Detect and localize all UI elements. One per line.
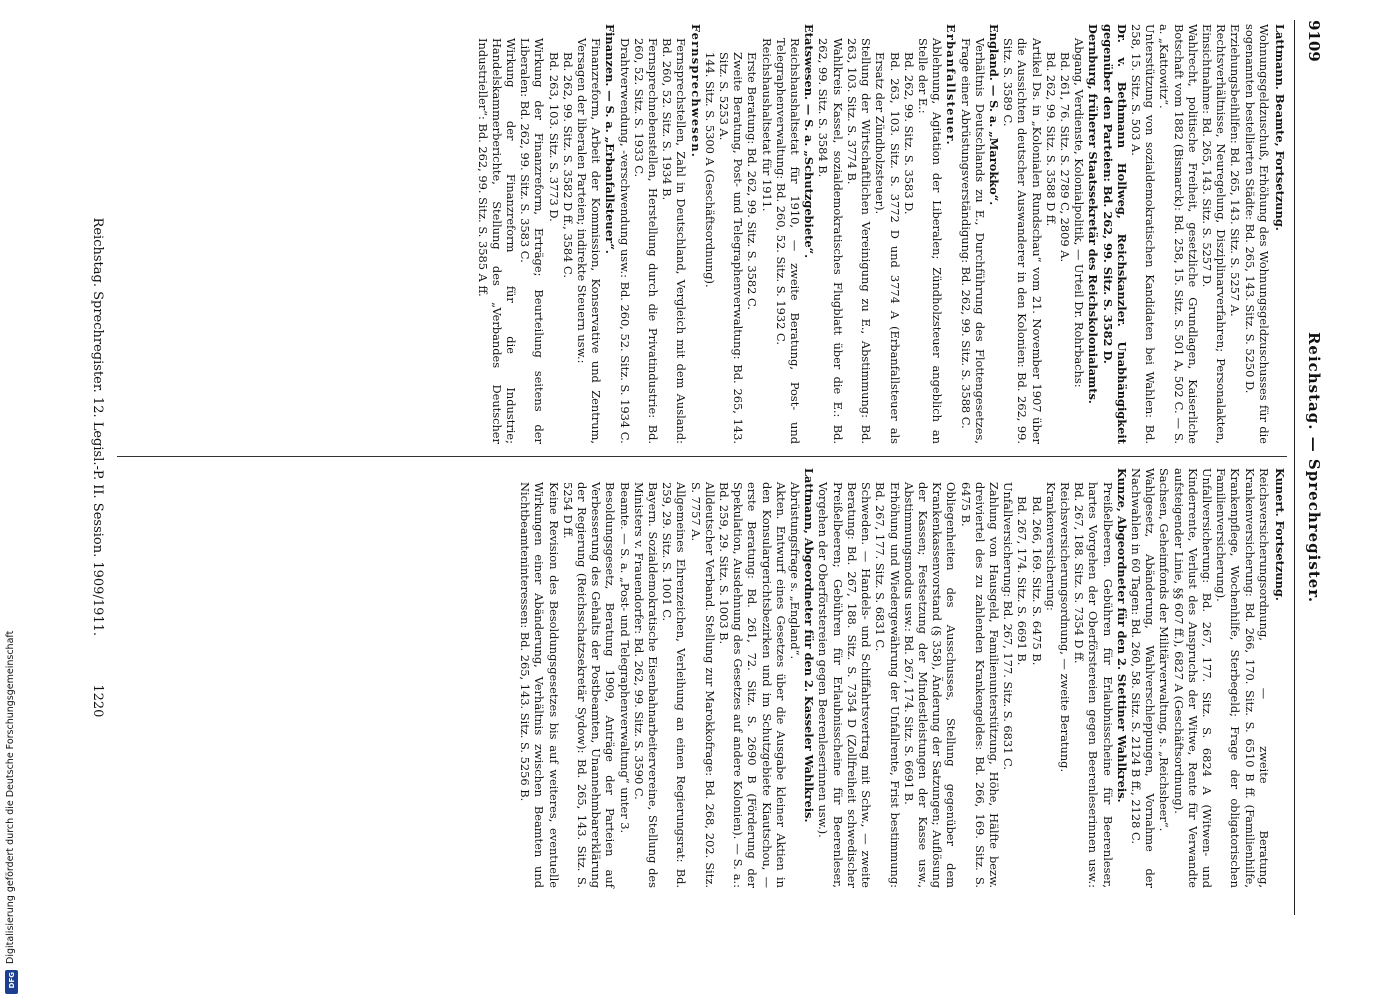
index-entry: Unfallversicherung: Bd. 267, 177. Sitz. S. 6831 C. [1001,482,1016,770]
index-entry: Schweden. — Handels- und Schiffahrtsvertrag mit Schw., — zweite Beratung: Bd. 267, 188. Sitz. S. 7354 D (Zollfreiheit schwedischer Preißelbeeren; Gebühren für Erlaubnisscheine für Beerenleser, Vorgehen der Oberförstereien gegen Beerenleserinnen usw.). [816,482,874,888]
index-entry: Obliegenheiten des Ausschusses, Stellung gegenüber dem Krankenkassenvorstand (§ 358), Änderung der Satzungen; Auflösung der Kassen; Festsetzung der Mindestleistungen der Kasse usw., Abstimmungsmodus usw.: Bd. 267, 174. Sitz. S. 6691 B. [901,482,959,888]
index-heading: Dr. v. Bethmann Hollweg, Reichskanzler. Unabhängigkeit gegenüber den Parteien: Bd. 262, 99. Sitz. S. 3582 D. [1100,24,1129,444]
index-entry: Krankenversicherung: [1043,482,1058,611]
index-entry: Allgemeines Ehrenzeichen, Verleihung an einen Regierungsrat: Bd. 259, 29. Sitz. S. 1001 C. [660,482,689,888]
index-entry: Fernsprechstellen, Zahl in Deutschland, Vergleich mit dem Ausland: Bd. 260, 52. Sitz. S. 1934 B. [660,38,689,444]
header-rule [1294,20,1295,915]
index-heading: Dernburg, früherer Staatssekretär des Reichskolonialamts. [1086,24,1101,404]
index-entry: Verhältnis Deutschlands zu E., Durchführung des Flottengesetzes, Frage einer Abrüstungsverständigung: Bd. 262, 99. Sitz. S. 3588 C. [958,38,987,444]
index-entry: Alldeutscher Verband. Stellung zur Marokkofrage: Bd. 268, 202. Sitz. S. 7757 A. [688,482,717,888]
index-entry: Preißelbeeren. Gebühren für Erlaubnisscheine für Beerenleser, hartes Vorgehen der Oberförstereien gegen Beerenleserinnen usw.: Bd. 267, 188. Sitz. S. 7354 D ff. [1072,482,1115,888]
index-heading: Kunze, Abgeordneter für den 2. Stettiner Wahlkreis. [1114,468,1129,803]
index-entry: Zahlung von Hausgeld, Familienunterstützung, Höhe, Hälfte bezw. dreiviertel des zu zahlenden Krankengeldes: Bd. 266, 169. Sitz. S. 6475 B. [958,482,1001,888]
index-entry: Fernsprechnebenstellen, Herstellung durch die Privatindustrie: Bd. 260, 52. Sitz. S. 1933 C. [631,38,661,444]
index-entry: Bayern. Sozialdemokratische Eisenbahnarbeitervereine, Stellung des Ministers v. Frauendorfer: Bd. 262, 99. Sitz. S. 3590 C. [631,482,661,888]
index-entry: Erziehungsbeihilfen: Bd. 265, 143. Sitz. S. 5257 A. [1228,24,1243,317]
index-entry: Bd. 261, 76. Sitz. S. 2789 C, 2809 A. [1057,52,1072,263]
index-entry: Besoldungsgesetz, Beratung 1909, Anträge der Parteien auf Verbesserung des Gehalts der Postbeamten, Unannehmbarerklärung der Regierung (Reichsschatzsekretär Sydow): Bd. 265, 143. Sitz. S. 5254 D ff. [560,482,618,888]
index-entry: Erste Beratung: Bd. 262, 99. Sitz. S. 3582 C. [745,52,760,310]
digitization-credit [2,604,20,994]
index-entry: Unterstützung von sozialdemokratischen Kandidaten bei Wahlen: Bd. 258, 15. Sitz. S. 503 A. [1128,24,1158,444]
index-heading: Etatswesen. — S. a. „Schutzgebiete“. [802,24,817,259]
scanned-page [66,0,1341,935]
index-entry: Akten. Entwurf eines Gesetzes über die Ausgabe kleiner Aktien in den Konsulargerichtsbezirken und im Schutzgebiete Kiautschou, — erste Beratung: Bd. 261, 72. Sitz. S. 2690 B (Förderung der Spekulation, Ausdehnung des Gesetzes auf andere Kolonien). — S. a.: Bd. 259, 29. Sitz. S. 1003 B. [717,482,788,888]
index-entry: Rechtsverhältnisse, Neuregelung, Disziplinarverfahren; Personalakten, Einsichtnahme: Bd. 265, 143. Sitz. S. 5257 D. [1199,24,1229,444]
index-entry: Zweite Beratung, Post- und Telegraphenverwaltung: Bd. 265, 143. Sitz. S. 5253 A. [717,52,746,444]
page-footer [90,20,105,915]
column-divider [117,456,1287,457]
index-entry: Erhöhung und Wiedergewährung der Unfallrente, Frist bestimmung: Bd. 267, 177. Sitz. S. 6831 C. [873,482,902,888]
index-entry: Keine Revision des Besoldungsgesetzes bis auf weiteres, eventuelle Wirkungen einer Abänderung, Verhältnis zwischen Beamten und Nichtbeamteninteressen: Bd. 265, 143. Sitz. S. 5256 B. [518,482,561,888]
index-entry: Bd. 262, 99. Sitz. S. 3582 D ff., 3584 C. [560,52,575,278]
footer-text: Reichstag. Sprechregister. 12. Legisl.-P. II. Session. 1909/1911. [90,217,105,637]
index-entry: Sachsen, Geheimfonds der Militärverwaltung, s. „Reichsheer“. [1157,468,1172,832]
index-entry: Artikel Ds. in „Kolonialen Rundschau“ vom 21. November 1907 über die Aussichten deutscher Auswanderer in den Kolonien: Bd. 262, 99. Sitz. S. 3589 C. [1001,38,1044,444]
index-entry: Unfallversicherung: Bd. 267, 177. Sitz. S. 6824 A (Witwen- und Kinderrente, Verlust des Anspruchs der Witwe, Rente für Verwandte aufsteigender Linie, §§ 607 ff.), 6827 A (Geschäftsordnung). [1171,468,1214,888]
credit-text: Digitalisierung gefördert durch die Deutsche Forschungsgemeinschaft [5,630,16,964]
continuation-heading: Lattmann. Beamte, Fortsetzung. [1273,24,1287,231]
right-column [518,468,1287,888]
index-entry: Bd. 266, 169. Sitz. S. 6475 B. [1029,496,1044,666]
index-entry: Ablehnung, Agitation der Liberalen; Zündholzsteuer angeblich an Stelle der E.: [915,38,945,444]
index-entry: Stellung der Wirtschaftlichen Vereinigung zu E., Abstimmung: Bd. 263, 103. Sitz. S. 3774 B. [844,38,874,444]
index-entry: Reichshaushaltsetat für 1910, — zweite Beratung, Post- und Telegraphenverwaltung: Bd. 260, 52. Sitz. S. 1932 C. [773,38,803,444]
index-entry: Bd. 262, 99. Sitz. S. 3588 D ff. [1043,52,1058,227]
index-entry: Reichsversicherungsordnung, — zweite Beratung. [1057,482,1072,773]
index-entry: Reichshaushaltsetat für 1911. [759,38,774,212]
index-entry: Reichsversicherungsordnung, — zweite Beratung, Krankenversicherung: Bd. 266, 170. Sitz. S. 6510 B ff. (Familienhilfe, Krankenpflege, Wochenhilfe, Sterbegeld; Frage der obligatorischen Familienversicherung). [1214,468,1271,888]
index-entry: Beamte. — S. a. „Post- und Telegraphenverwaltung“ unter 3. [617,482,632,834]
index-entry: Bd. 267, 174. Sitz. S. 6691 B. [1015,496,1030,666]
index-entry: Bd. 262, 99. Sitz. S. 3583 D. [901,52,916,215]
index-heading: England. — S. a. „Marokko“. [986,24,1001,206]
index-heading: Erbanfallsteuer. [944,24,959,146]
continuation-heading: Kunert. Fortsetzung. [1273,468,1287,601]
index-heading: Lattmann, Abgeordneter für den 2. Kasseler Wahlkreis. [802,468,817,823]
index-entry: Wahlrecht, politische Freiheit, gesetzliche Grundlagen, Kaiserliche Botschaft vom 1882 (Bismarck): Bd. 258, 15. Sitz. S. 501 A, 502 C. — S. a. „Kattowitz“. [1157,24,1200,444]
running-header [1299,20,1323,915]
index-entry: Abgang, Verdienste, Kolonialpolitik, — Urteil Dr. Rohrbachs: [1072,38,1087,388]
index-entry: Wahlkreis Kassel, sozialdemokratisches Flugblatt über die E.: Bd. 262, 99. Sitz. S. 3584 B. [816,38,845,444]
index-entry: Bd. 263, 103. Sitz. S. 3772 D und 3774 A (Erbanfallsteuer als Ersatz der Zündholzsteuer). [873,52,902,444]
index-entry: Wohnungsgeldzuschuß, Erhöhung des Wohnungsgeldzuschusses für die sogenannten bestellierten Städte: Bd. 265, 143. Sitz. S. 5250 D. [1242,24,1271,444]
page-number-left: 9109 [1305,20,1323,62]
index-heading: Fernsprechwesen. [688,24,703,158]
index-entry: Wirkung der Finanzreform, Erträge; Beurteilung seitens der Liberalen: Bd. 262, 99. Sitz. S. 3583 C. [518,38,547,444]
index-entry: Wirkung der Finanzreform für die Industrie; Handelskammerberichte, Stellung des „Verbandes Deutscher Industrieller“: Bd. 262, 99. Sitz. S. 3585 A ff. [475,38,519,444]
index-entry: 144. Sitz. S. 5300 A (Geschäftsordnung). [702,52,717,288]
index-entry: Finanzreform, Arbeit der Kommission, Konservative und Zentrum, Versagen der liberalen Parteien; indirekte Steuern usw.: [575,38,604,444]
index-entry: Bd. 263, 103. Sitz. S. 3773 D. [546,52,561,222]
left-column [475,24,1287,444]
footer-number: 1220 [90,684,105,718]
dfg-logo-text: DFG [7,972,16,989]
dfg-logo [5,970,18,994]
index-entry: Abrüstungsfrage s. „England“. [788,482,803,660]
index-heading: Finanzen. — S. a. „Erbanfallsteuer“. [603,24,618,254]
index-entry: Wahlgesetz, Abänderung, Wahlverschleppungen, Vornahme der Nachwahlen in 60 Tagen: Bd. 260, 58. Sitz. S. 2124 B ff., 2128 C. [1128,468,1158,888]
index-entry: Drahtverwendung, -verschwendung usw.: Bd. 260, 52. Sitz. S. 1934 C. [617,38,632,444]
running-title: Reichstag. — Sprechregister. [1305,331,1323,604]
